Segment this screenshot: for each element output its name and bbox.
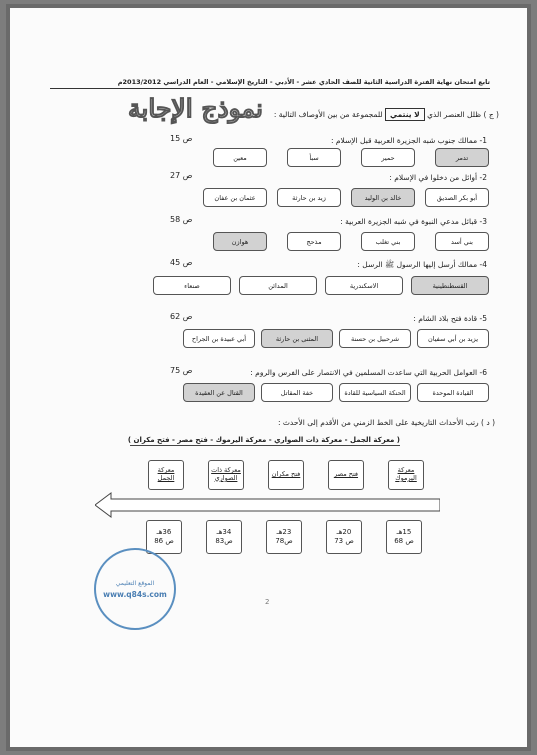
answer-option[interactable]: خفة المقاتل: [261, 383, 333, 402]
answer-option[interactable]: زيد بن حارثة: [277, 188, 341, 207]
answer-option[interactable]: أبي عبيدة بن الجراح: [183, 329, 255, 348]
timeline-event: معركة اليرموك: [388, 460, 424, 490]
timeline-event: فتح مصر: [328, 460, 364, 490]
page-reference: ص 58: [170, 215, 193, 224]
page-reference: ص 75: [170, 366, 193, 375]
answer-option[interactable]: عثمان بن عفان: [203, 188, 267, 207]
answer-option[interactable]: سبأ: [287, 148, 341, 167]
event-year: 36هـ: [156, 527, 172, 536]
timeline-arrow: [95, 491, 440, 519]
timeline-date: [326, 520, 362, 554]
exam-page: [10, 8, 527, 747]
question-title: 6- العوامل الحربية التي ساعدت المسلمين في الانتصار على الفرس والروم :: [250, 368, 487, 377]
answer-option[interactable]: بني أسد: [435, 232, 489, 251]
page-reference: ص 15: [170, 134, 193, 143]
question-title: 4- ممالك أرسل إليها الرسول ﷺ الرسل :: [357, 260, 487, 269]
answer-option-shaded[interactable]: خالد بن الوليد: [351, 188, 415, 207]
page-number: 2: [265, 598, 270, 606]
event-sequence: ( معركة الجمل - معركة ذات الصواري - معركة اليرموك - فتح مصر - فتح مكران ): [127, 436, 400, 444]
timeline-event: فتح مكران: [268, 460, 304, 490]
timeline-date: [146, 520, 182, 554]
timeline-date: [386, 520, 422, 554]
page-reference: ص 45: [170, 258, 193, 267]
event-page: ص 73: [334, 537, 354, 545]
timeline-event: معركة الجمل: [148, 460, 184, 490]
answer-option[interactable]: المدائن: [239, 276, 317, 295]
answer-option-shaded[interactable]: القسطنطينية: [411, 276, 489, 295]
answer-option-shaded[interactable]: القتال عن العقيدة: [183, 383, 255, 402]
event-year: 15هـ: [396, 527, 412, 536]
event-page: ص 68: [394, 537, 414, 545]
event-year: 20هـ: [336, 527, 352, 536]
answer-key-stamp: نموذج الإجابة: [128, 94, 263, 123]
answer-option[interactable]: صنعاء: [153, 276, 231, 295]
answer-option-shaded[interactable]: هوازن: [213, 232, 267, 251]
event-year: 23هـ: [276, 527, 292, 536]
event-page: ص78: [275, 537, 293, 545]
question-title: 2- أوائل من دخلوا في الإسلام :: [389, 173, 487, 182]
answer-option[interactable]: القيادة الموحدة: [417, 383, 489, 402]
timeline-date: [266, 520, 302, 554]
section-c-instruction: ( ج ) ظلل العنصر الذي لا ينتمي للمجموعة من بين الأوصاف التالية :: [273, 110, 499, 119]
event-year: 34هـ: [216, 527, 232, 536]
answer-option[interactable]: مذحج: [287, 232, 341, 251]
page-reference: ص 62: [170, 312, 193, 321]
exam-header: تابع امتحان نهاية الفترة الدراسية الثانية للصف الحادي عشر - الأدبي - التاريخ الإسلامي - العام الدراسي 2013/2012م: [50, 78, 490, 89]
answer-option[interactable]: الاسكندرية: [325, 276, 403, 295]
highlighted-word: لا ينتمي: [385, 108, 425, 121]
answer-option[interactable]: معين: [213, 148, 267, 167]
answer-option-shaded[interactable]: تدمر: [435, 148, 489, 167]
section-d-instruction: ( د ) رتب الأحداث التاريخية على الخط الزمني من الأقدم إلى الأحدث :: [277, 418, 495, 427]
answer-option[interactable]: بني تغلب: [361, 232, 415, 251]
page-reference: ص 27: [170, 171, 193, 180]
answer-option[interactable]: يزيد بن أبي سفيان: [417, 329, 489, 348]
website-seal: [94, 548, 176, 630]
answer-option[interactable]: الحنكة السياسية للقادة: [339, 383, 411, 402]
answer-option[interactable]: أبو بكر الصديق: [425, 188, 489, 207]
answer-option[interactable]: شرحبيل بن حسنة: [339, 329, 411, 348]
question-title: 1- ممالك جنوب شبه الجزيرة العربية قبل الإسلام :: [330, 136, 487, 145]
event-page: ص83: [215, 537, 233, 545]
question-title: 5- قادة فتح بلاد الشام :: [413, 314, 487, 323]
seal-text: الموقع التعليمي: [115, 579, 155, 587]
answer-option[interactable]: حمير: [361, 148, 415, 167]
seal-url: www.q84s.com: [103, 589, 167, 599]
answer-option-shaded[interactable]: المثنى بن حارثة: [261, 329, 333, 348]
event-page: ص 86: [154, 537, 174, 545]
timeline-date: [206, 520, 242, 554]
timeline-event: معركة ذات الصواري: [208, 460, 244, 490]
question-title: 3- قبائل مدعي النبوة في شبه الجزيرة العربية :: [340, 217, 487, 226]
